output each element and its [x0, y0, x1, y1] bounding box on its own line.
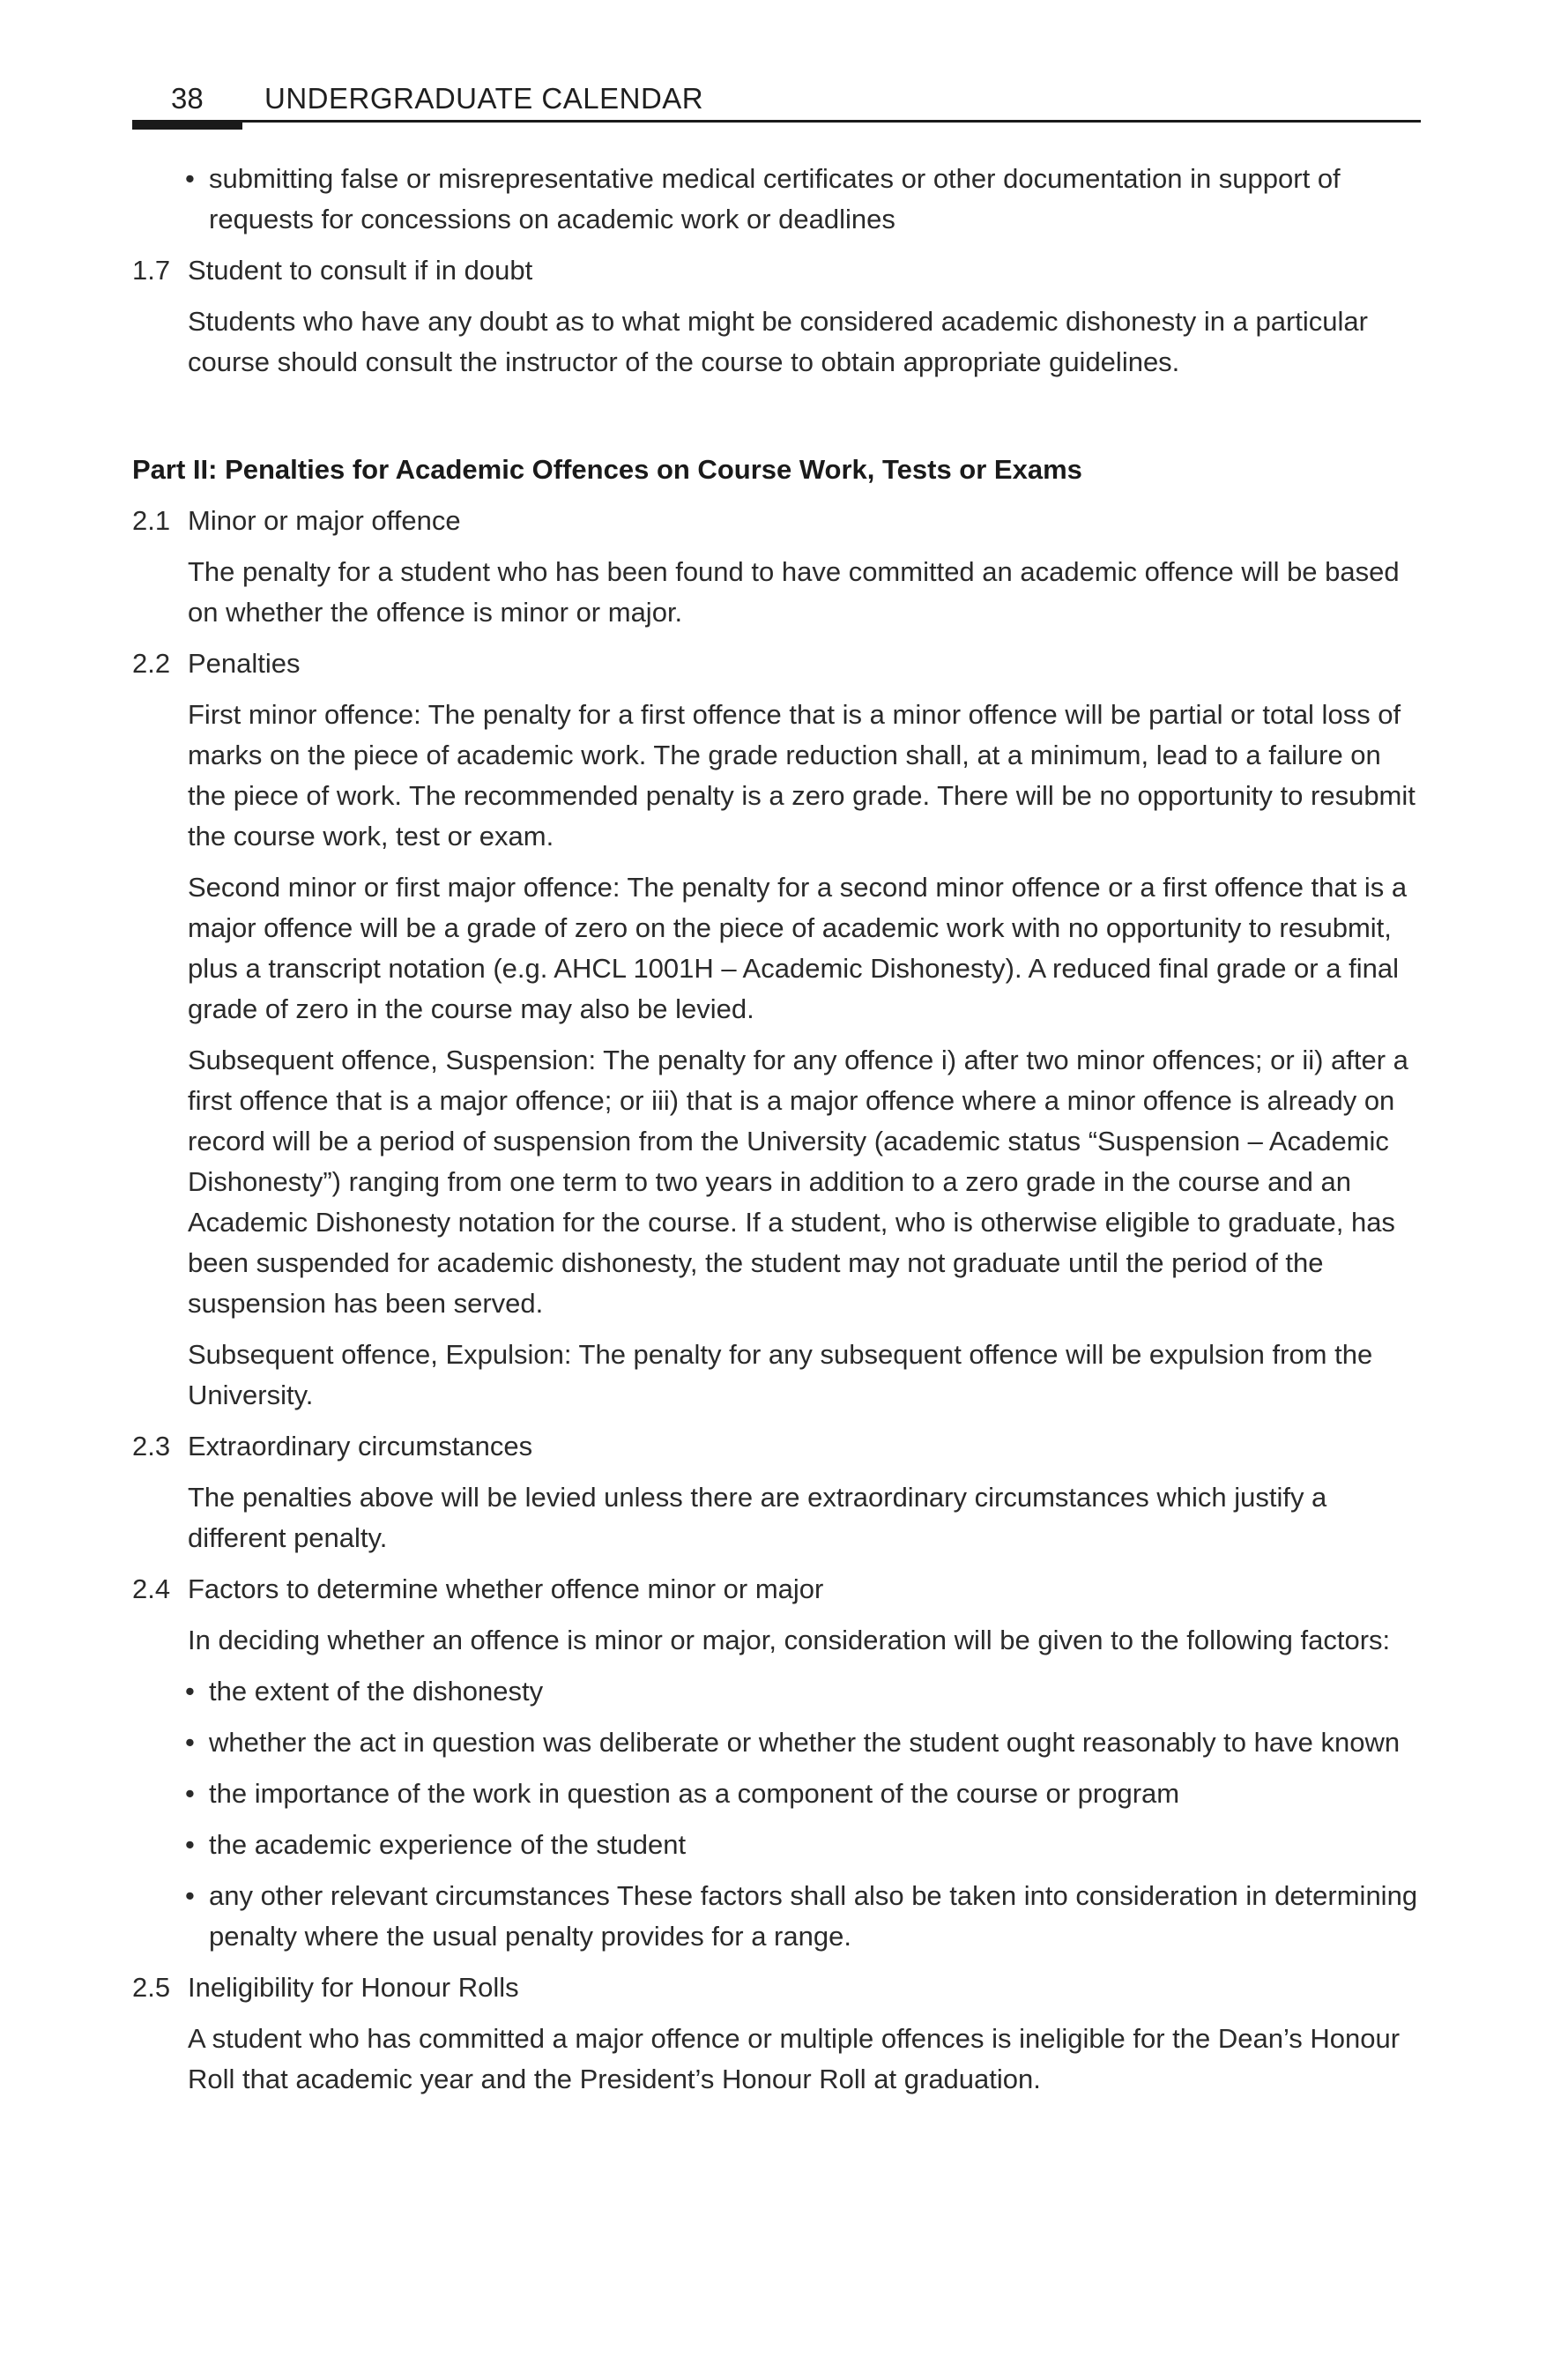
bullet-marker: •	[185, 1829, 195, 1860]
bullet-text: submitting false or misrepresentative medical certificates or other documentation in support of requests for concessions on academic work or deadlines	[209, 163, 1341, 234]
bullet-text: the extent of the dishonesty	[209, 1676, 544, 1707]
section-number: 2.1	[132, 505, 171, 536]
header-rule	[132, 120, 1421, 123]
running-title: UNDERGRADUATE CALENDAR	[264, 82, 704, 115]
section-title: Student to consult if in doubt	[188, 255, 533, 286]
penalty-first-minor: First minor offence: The penalty for a first offence that is a minor offence will be partial or total loss of marks on the piece of academic work. The grade reduction shall, at a minimum, lead to a failure on the piece of work. The recommended penalty is a zero grade. There will be no opportunity to resubmit the course work, test or exam.	[188, 699, 1416, 852]
section-title: Factors to determine whether offence minor or major	[188, 1573, 824, 1604]
list-item	[132, 1722, 1421, 1763]
bullet-text: whether the act in question was deliberate or whether the student ought reasonably to have known	[209, 1727, 1401, 1758]
bullet-marker: •	[185, 163, 195, 194]
page-header	[132, 81, 1421, 134]
section-title: Extraordinary circumstances	[188, 1431, 533, 1461]
list-item	[132, 1825, 1421, 1865]
section-title: Penalties	[188, 648, 301, 679]
bullet-text: the importance of the work in question as a component of the course or program	[209, 1778, 1180, 1809]
section-body-1-7: Students who have any doubt as to what might be considered academic dishonesty in a particular course should consult the instructor of the course to obtain appropriate guidelines.	[188, 306, 1368, 377]
header-rule-accent	[132, 120, 242, 130]
section-heading-2-1	[132, 501, 1421, 541]
section-heading-2-2	[132, 643, 1421, 684]
section-number: 1.7	[132, 255, 171, 286]
penalty-second-minor: Second minor or first major offence: The penalty for a second minor offence or a first offence that is a major offence will be a grade of zero on the piece of academic work with no opportunity to resubmit, plus a transcript notation (e.g. AHCL 1001H – Academic Dishonesty). A reduced final grade or a final grade of zero in the course may also be levied.	[188, 872, 1408, 1024]
penalty-expulsion: Subsequent offence, Expulsion: The penalty for any subsequent offence will be expulsion from the University.	[188, 1339, 1373, 1410]
list-item	[132, 159, 1421, 240]
bullet-marker: •	[185, 1880, 195, 1911]
section-heading-2-4	[132, 1569, 1421, 1610]
bullet-text: any other relevant circumstances These factors shall also be taken into consideration in determining penalty where the usual penalty provides for a range.	[209, 1880, 1418, 1952]
section-body-2-1: The penalty for a student who has been found to have committed an academic offence will be based on whether the offence is minor or major.	[188, 556, 1400, 628]
list-item	[132, 1774, 1421, 1814]
bullet-text: the academic experience of the student	[209, 1829, 687, 1860]
section-number: 2.3	[132, 1431, 171, 1461]
page-body	[132, 159, 1421, 2110]
section-title: Minor or major offence	[188, 505, 461, 536]
section-number: 2.5	[132, 1972, 171, 2003]
part-heading: Part II: Penalties for Academic Offences on Course Work, Tests or Exams	[132, 454, 1082, 485]
section-heading-2-3	[132, 1426, 1421, 1467]
section-body-2-5: A student who has committed a major offence or multiple offences is ineligible for the Dean’s Honour Roll that academic year and the President’s Honour Roll at graduation.	[188, 2023, 1401, 2094]
section-title: Ineligibility for Honour Rolls	[188, 1972, 519, 2003]
penalty-suspension: Subsequent offence, Suspension: The penalty for any offence i) after two minor offences; or ii) after a first offence that is a major offence; or iii) that is a major offence where a minor offence is already on record will be a period of suspension from the University (academic status “Suspension – Academic Dishonesty”) ranging from one term to two years in addition to a zero grade in the course and an Academic Dishonesty notation for the course. If a student, who is otherwise eligible to graduate, has been suspended for academic dishonesty, the student may not graduate until the period of the suspension has been served.	[188, 1045, 1408, 1319]
list-item	[132, 1876, 1421, 1957]
section-number: 2.2	[132, 648, 171, 679]
bullet-marker: •	[185, 1778, 195, 1809]
list-item	[132, 1671, 1421, 1712]
section-heading-1-7	[132, 250, 1421, 291]
section-body-2-3: The penalties above will be levied unless there are extraordinary circumstances which justify a different penalty.	[188, 1482, 1327, 1553]
bullet-marker: •	[185, 1727, 195, 1758]
section-number: 2.4	[132, 1573, 171, 1604]
bullet-marker: •	[185, 1676, 195, 1707]
section-body-2-4: In deciding whether an offence is minor or major, consideration will be given to the following factors:	[188, 1625, 1391, 1655]
section-heading-2-5	[132, 1967, 1421, 2008]
page-number: 38	[171, 82, 204, 115]
